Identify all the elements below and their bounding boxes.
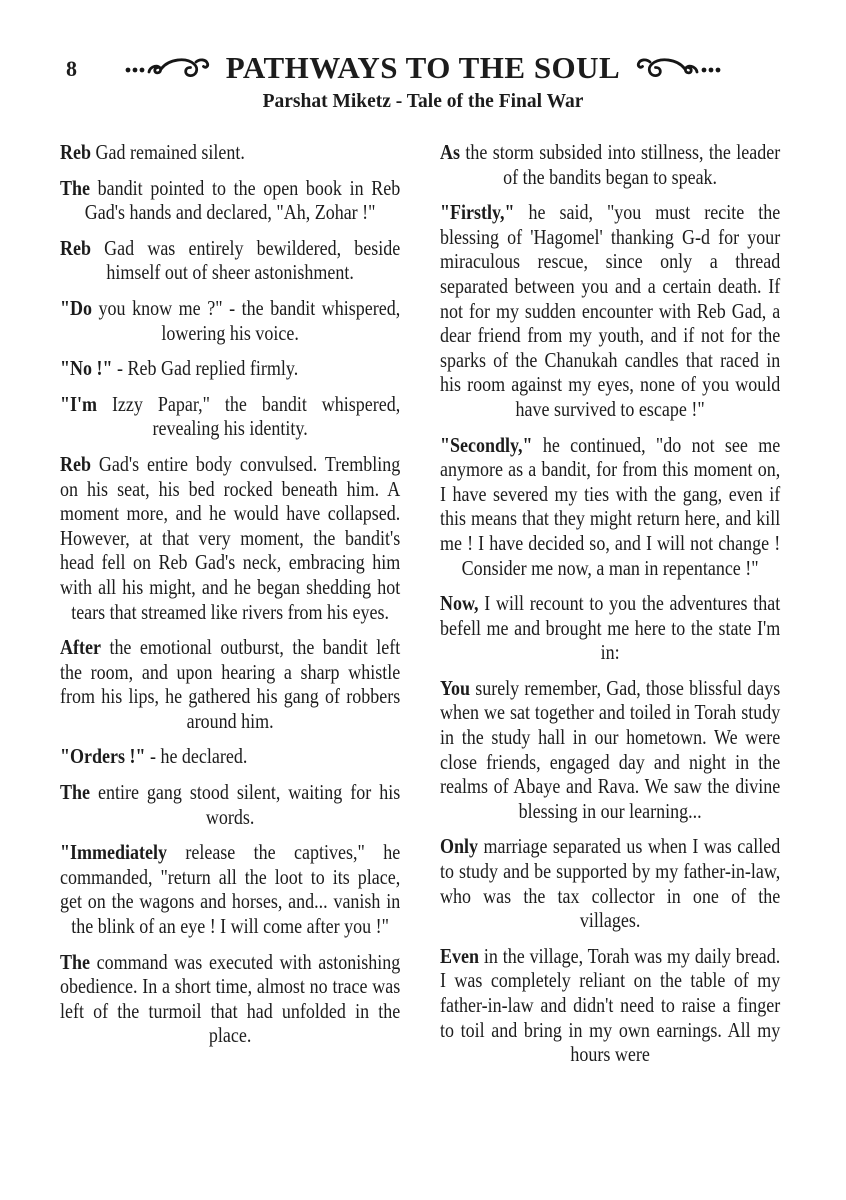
paragraph [60, 452, 400, 624]
paragraph-lead: "Do [60, 295, 92, 320]
paragraph-text: - Reb Gad replied firmly. [112, 356, 299, 381]
paragraph-text: he said, "you must recite the blessing of 'Hagomel' thanking G-d for your miraculous rescue, since only a thread separated between you and a certain death. If not for my sudden encounter with Reb Gad, a dear friend from my youth, and if not for the sparks of the Chanukah candles that raced in his room against my eyes, none of you would have survived to escape !" [440, 200, 781, 421]
paragraph-text: Gad was entirely bewildered, beside himself out of sheer astonishment. [90, 235, 401, 285]
paragraph-text: Gad remained silent. [90, 140, 245, 164]
paragraph-text: I will recount to you the adventures that befell me and brought me here to the state I'm in: [440, 591, 781, 665]
paragraph-lead: Reb [60, 235, 91, 260]
paragraph [440, 676, 780, 824]
paragraph-lead: As [440, 140, 461, 164]
paragraph [60, 356, 400, 381]
paragraph-text: Izzy Papar," the bandit whispered, revealing his identity. [96, 391, 401, 441]
paragraph [440, 834, 780, 932]
paragraph-lead: "Immediately [60, 840, 167, 865]
paragraph-lead: The [60, 175, 91, 200]
paragraph-text: entire gang stood silent, waiting for his words. [90, 780, 401, 829]
paragraph-text: marriage separated us when I was called to study and be supported by my father-in-law, who was the tax collector in one of the villages. [440, 834, 781, 933]
paragraph [60, 744, 400, 769]
paragraph-lead: "Firstly," [440, 200, 515, 225]
paragraph-lead: "No !" [60, 356, 113, 381]
paragraph-lead: After [60, 635, 101, 660]
paragraph [60, 635, 400, 733]
flourish-right-icon [630, 55, 722, 81]
paragraph [440, 200, 780, 421]
left-column [60, 140, 400, 1059]
page-header [0, 50, 846, 114]
paragraph-text: he continued, "do not see me anymore as a bandit, for from this moment on, I have severed my ties with the gang, even if this means that they might return here, and kill me ! I have decided so, and I will not change ! Consider me now, a man in repentance !" [440, 432, 781, 580]
paragraph [60, 176, 400, 225]
paragraph [60, 950, 400, 1048]
paragraph-text: release the captives," he commanded, "return all the loot to its place, get on the wagons and horses, and... vanish in the blink of an eye ! I will come after you !" [60, 840, 401, 939]
paragraph-lead: Reb [60, 140, 91, 164]
right-column [440, 140, 780, 1078]
paragraph-text: surely remember, Gad, those blissful days when we sat together and toiled in Torah study in the study hall in our hometown. We were close friends, engaged day and night in the realms of Abaye and Rava. We saw the divine blessing in our learning... [440, 675, 781, 823]
paragraph-lead: Even [440, 943, 480, 968]
paragraph-lead: Reb [60, 451, 91, 476]
paragraph-text: - he declared. [145, 744, 248, 769]
paragraph-lead: "Secondly," [440, 432, 533, 457]
paragraph [440, 433, 780, 581]
paragraph [440, 140, 780, 189]
paragraph-lead: "I'm [60, 391, 97, 416]
paragraph-lead: The [60, 949, 91, 974]
paragraph-text: the emotional outburst, the bandit left the room, and upon hearing a sharp whistle from his lips, he gathered his gang of robbers around him. [60, 635, 401, 733]
paragraph [60, 840, 400, 938]
paragraph-lead: Now, [440, 591, 479, 616]
paragraph-lead: Only [440, 834, 479, 859]
paragraph-lead: The [60, 780, 91, 805]
paragraph-text: command was executed with astonishing obedience. In a short time, almost no trace was left of the turmoil that had unfolded in the place. [60, 949, 401, 1048]
paragraph [60, 236, 400, 285]
paragraph-text: you know me ?" - the bandit whispered, lowering his voice. [91, 295, 401, 345]
paragraph [60, 392, 400, 441]
paragraph-lead: "Orders !" [60, 744, 146, 769]
paragraph-text: the storm subsided into stillness, the leader of the bandits began to speak. [460, 140, 781, 189]
paragraph [60, 140, 400, 165]
paragraph [440, 591, 780, 665]
paragraph-text: bandit pointed to the open book in Reb Gad's hands and declared, "Ah, Zohar !" [84, 175, 401, 225]
page-title: PATHWAYS TO THE SOUL [225, 50, 621, 85]
paragraph-text: in the village, Torah was my daily bread. I was completely reliant on the table of my father-in-law and didn't need to raise a finger to toil and bring in my own earnings. All my hours were [440, 943, 781, 1067]
page-subtitle: Parshat Miketz - Tale of the Final War [262, 91, 584, 112]
paragraph-lead: You [440, 675, 471, 700]
flourish-left-icon [124, 55, 216, 81]
page-number: 8 [66, 56, 77, 81]
paragraph-text: Gad's entire body convulsed. Trembling on his seat, his bed rocked beneath him. A moment more, and he would have collapsed. However, at that very moment, the bandit's head fell on Reb Gad's neck, embracing him with all his might, and he began shedding hot tears that streamed like rivers from his eyes. [60, 451, 401, 624]
paragraph [440, 944, 780, 1067]
paragraph [60, 296, 400, 345]
paragraph [60, 780, 400, 829]
title-row [0, 50, 846, 86]
